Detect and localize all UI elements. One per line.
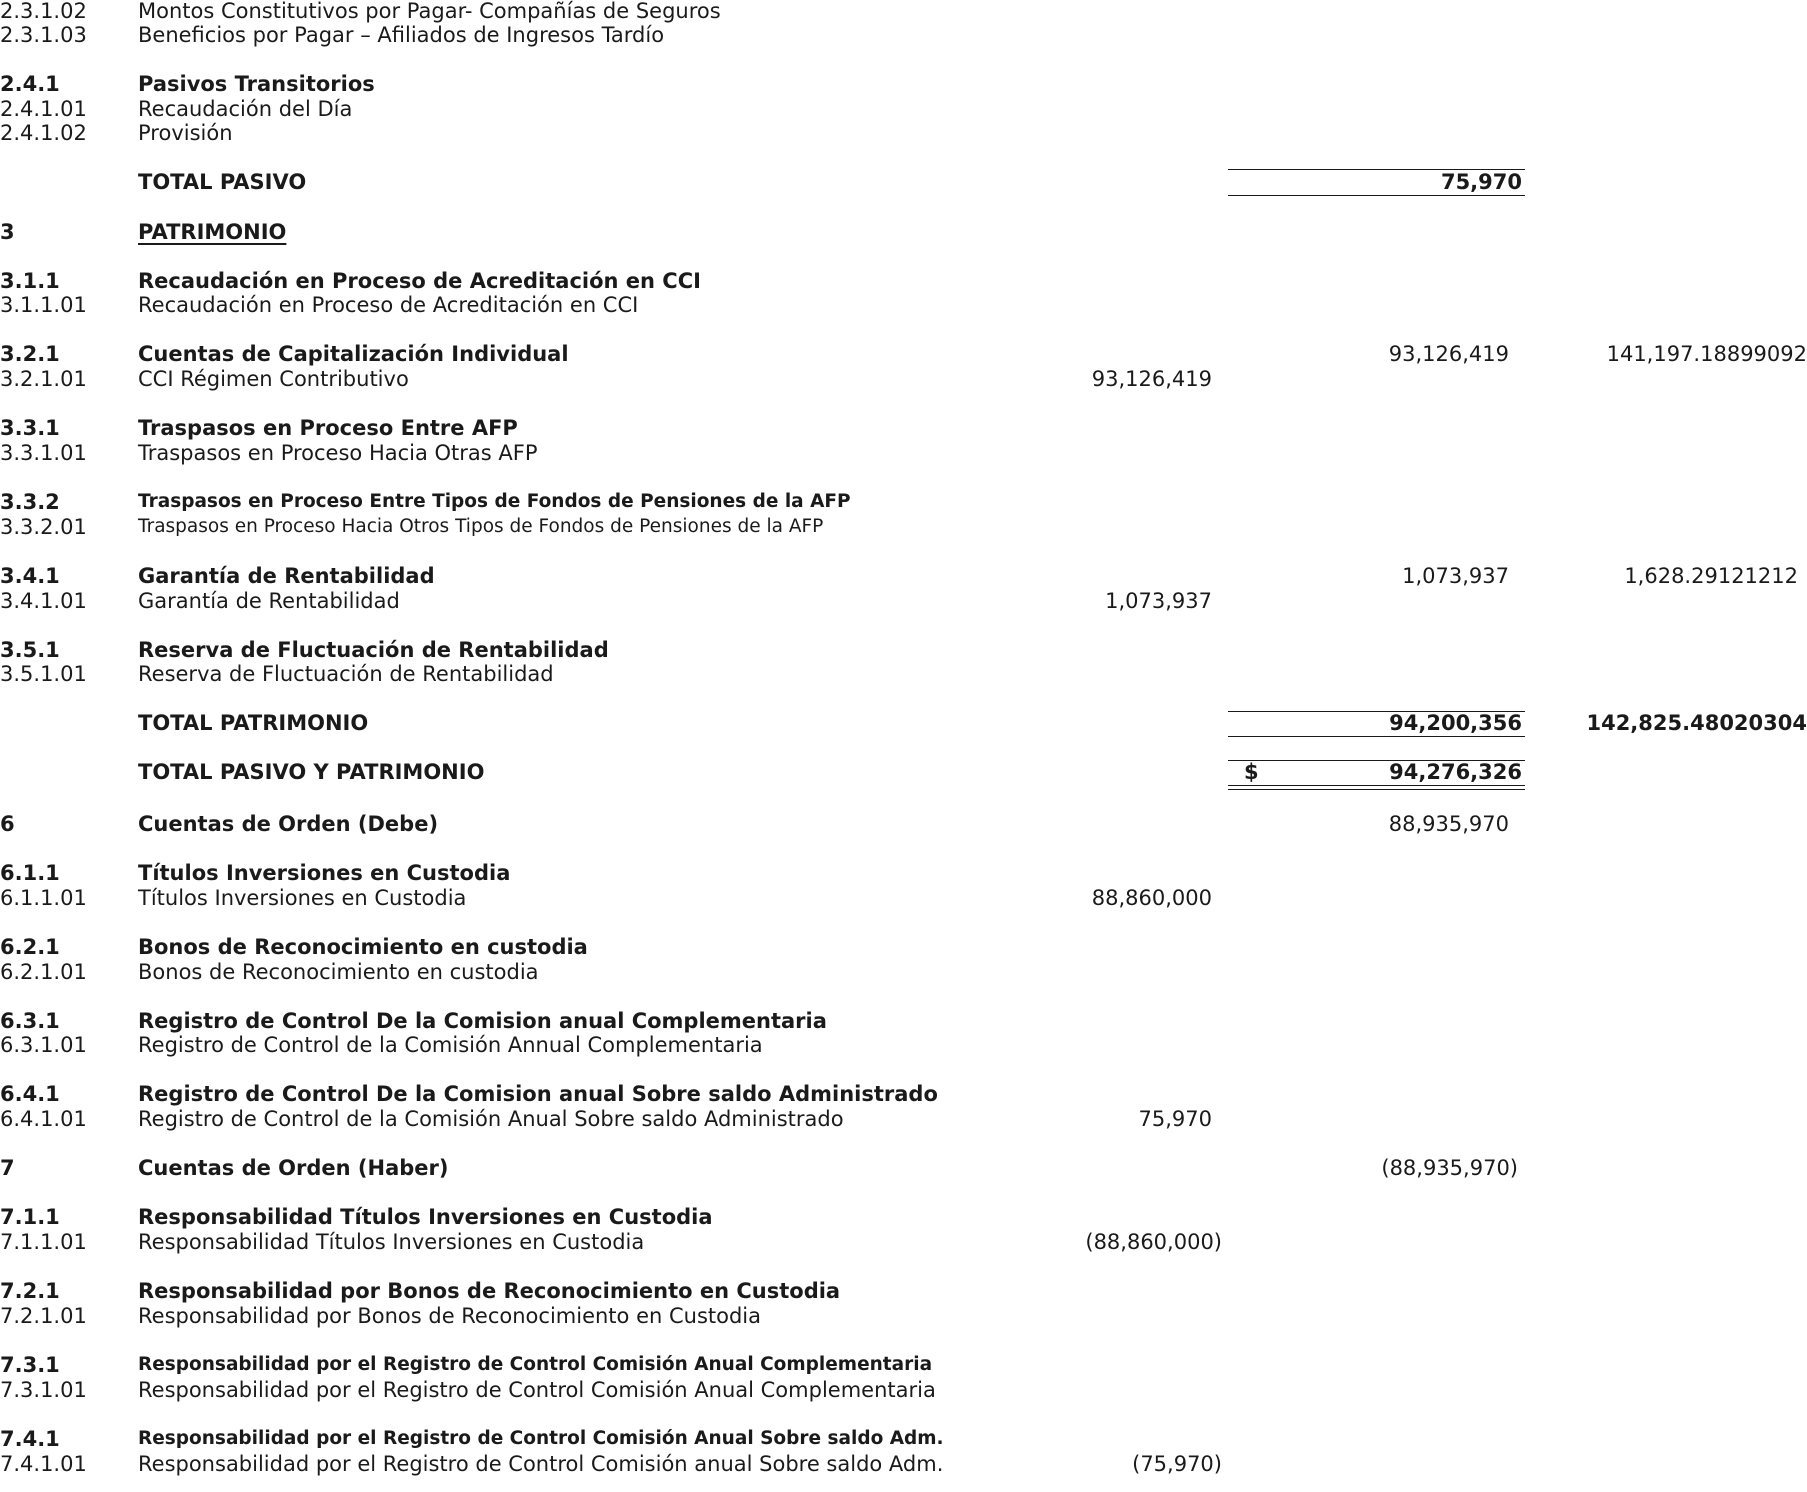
section-header-row [0, 219, 1807, 245]
account-description: Responsabilidad por Bonos de Reconocimiento en Custodia [138, 1304, 761, 1328]
total-bottom-rule [1228, 736, 1525, 737]
section-amount: (88,935,970) [1381, 1156, 1518, 1180]
double-underline-rule-2 [1228, 789, 1525, 790]
account-group-row [0, 1204, 1807, 1230]
account-amount: (88,860,000) [1085, 1230, 1222, 1254]
account-code: 6.2.1.01 [0, 960, 87, 984]
account-code: 3.3.2.01 [0, 515, 87, 539]
account-code: 3.1.1.01 [0, 293, 87, 317]
section-header-row [0, 811, 1807, 837]
account-code: 7.4.1 [0, 1427, 60, 1451]
double-underline-rule-1 [1228, 785, 1525, 786]
account-group-row [0, 1278, 1807, 1304]
account-code: 3.1.1 [0, 269, 60, 293]
account-code: 7.2.1.01 [0, 1304, 87, 1328]
account-code: 3.3.2 [0, 490, 60, 514]
account-description: Bonos de Reconocimiento en custodia [138, 935, 588, 959]
account-code: 7.1.1.01 [0, 1230, 87, 1254]
account-group-row [0, 860, 1807, 886]
account-code: 7.3.1 [0, 1353, 60, 1377]
account-row [0, 885, 1807, 911]
account-description: Registro de Control de la Comisión Annual Complementaria [138, 1033, 763, 1057]
account-description: Registro de Control de la Comisión Anual Sobre saldo Administrado [138, 1107, 844, 1131]
account-code: 7.1.1 [0, 1205, 60, 1229]
account-row [0, 1377, 1807, 1403]
account-row [0, 0, 1807, 24]
account-code: 7.3.1.01 [0, 1378, 87, 1402]
account-row [0, 1106, 1807, 1132]
total-bottom-rule [1228, 195, 1525, 196]
account-description: Traspasos en Proceso Hacia Otros Tipos de Fondos de Pensiones de la AFP [138, 516, 824, 537]
account-description: Responsabilidad por Bonos de Reconocimiento en Custodia [138, 1279, 841, 1303]
account-description: Títulos Inversiones en Custodia [138, 886, 467, 910]
account-code: 7.4.1.01 [0, 1452, 87, 1476]
account-code: 2.3.1.02 [0, 0, 87, 23]
account-code: 3.2.1 [0, 342, 60, 366]
account-amount: 1,073,937 [1105, 589, 1212, 613]
account-group-row [0, 563, 1807, 589]
account-row [0, 1229, 1807, 1255]
section-title: PATRIMONIO [138, 220, 287, 244]
account-description: Recaudación del Día [138, 97, 353, 121]
account-group-row [0, 1008, 1807, 1034]
total-label: TOTAL PASIVO [138, 170, 307, 194]
account-code: 2.4.1 [0, 72, 60, 96]
total-amount: 94,200,356 [1389, 711, 1522, 735]
account-amount: 93,126,419 [1091, 367, 1212, 391]
account-row [0, 292, 1807, 318]
section-code: 6 [0, 812, 15, 836]
account-code: 3.5.1 [0, 638, 60, 662]
account-amount: 75,970 [1138, 1107, 1212, 1131]
account-group-row [0, 1352, 1807, 1378]
section-code: 3 [0, 220, 15, 244]
account-description: Responsabilidad Títulos Inversiones en Custodia [138, 1230, 645, 1254]
account-description: Garantía de Rentabilidad [138, 564, 435, 588]
account-description: Reserva de Fluctuación de Rentabilidad [138, 638, 609, 662]
account-code: 3.5.1.01 [0, 662, 87, 686]
account-description: Registro de Control De la Comision anual Complementaria [138, 1009, 827, 1033]
account-code: 3.4.1 [0, 564, 60, 588]
account-group-row [0, 71, 1807, 97]
section-code: 7 [0, 1156, 15, 1180]
account-code: 6.2.1 [0, 935, 60, 959]
total-row [0, 710, 1807, 736]
account-description: Traspasos en Proceso Entre AFP [138, 416, 518, 440]
total-amount: 75,970 [1440, 170, 1522, 194]
account-description: Recaudación en Proceso de Acreditación en CCI [138, 293, 639, 317]
account-description: Cuentas de Capitalización Individual [138, 342, 569, 366]
account-row [0, 514, 1807, 540]
account-description: Reserva de Fluctuación de Rentabilidad [138, 662, 554, 686]
quota-amount: 141,197.18899092 [1606, 342, 1807, 366]
account-description: Responsabilidad por el Registro de Control Comisión Anual Complementaria [138, 1354, 933, 1375]
account-code: 3.3.1.01 [0, 441, 87, 465]
quota-amount: 1,628.29121212 [1624, 564, 1798, 588]
account-row [0, 440, 1807, 466]
section-title: Cuentas de Orden (Debe) [138, 812, 439, 836]
account-row [0, 959, 1807, 985]
account-description: Títulos Inversiones en Custodia [138, 861, 511, 885]
account-description: Responsabilidad por el Registro de Control Comisión anual Sobre saldo Adm. [138, 1452, 944, 1476]
account-row [0, 1303, 1807, 1329]
account-group-row [0, 637, 1807, 663]
account-description: Montos Constitutivos por Pagar- Compañías de Seguros [138, 0, 721, 23]
account-description: Traspasos en Proceso Entre Tipos de Fondos de Pensiones de la AFP [138, 491, 851, 512]
group-amount: 1,073,937 [1402, 564, 1509, 588]
total-row [0, 169, 1807, 195]
account-code: 6.3.1.01 [0, 1033, 87, 1057]
account-group-row [0, 268, 1807, 294]
account-row [0, 661, 1807, 687]
account-row [0, 120, 1807, 146]
account-row [0, 1032, 1807, 1058]
account-group-row [0, 415, 1807, 441]
total-quota-amount: 142,825.48020304 [1586, 711, 1807, 735]
account-group-row [0, 341, 1807, 367]
account-description: Traspasos en Proceso Hacia Otras AFP [138, 441, 538, 465]
account-code: 7.2.1 [0, 1279, 60, 1303]
account-description: Recaudación en Proceso de Acreditación en CCI [138, 269, 701, 293]
account-group-row [0, 934, 1807, 960]
account-group-row [0, 1081, 1807, 1107]
account-row [0, 588, 1807, 614]
account-description: Beneficios por Pagar – Afiliados de Ingresos Tardío [138, 23, 665, 47]
total-label: TOTAL PATRIMONIO [138, 711, 369, 735]
account-description: Bonos de Reconocimiento en custodia [138, 960, 539, 984]
account-row [0, 1451, 1807, 1477]
account-code: 2.3.1.03 [0, 23, 87, 47]
account-amount: 88,860,000 [1091, 886, 1212, 910]
section-amount: 88,935,970 [1388, 812, 1509, 836]
account-code: 3.2.1.01 [0, 367, 87, 391]
account-code: 2.4.1.01 [0, 97, 87, 121]
group-amount: 93,126,419 [1388, 342, 1509, 366]
account-amount: (75,970) [1132, 1452, 1222, 1476]
account-group-row [0, 489, 1807, 515]
account-code: 6.1.1 [0, 861, 60, 885]
account-code: 3.3.1 [0, 416, 60, 440]
section-title: Cuentas de Orden (Haber) [138, 1156, 449, 1180]
account-description: Garantía de Rentabilidad [138, 589, 400, 613]
account-row [0, 366, 1807, 392]
account-description: Responsabilidad por el Registro de Control Comisión Anual Sobre saldo Adm. [138, 1428, 944, 1449]
account-description: Responsabilidad por el Registro de Control Comisión Anual Complementaria [138, 1378, 936, 1402]
account-row [0, 22, 1807, 48]
account-code: 6.3.1 [0, 1009, 60, 1033]
grand-total-label: TOTAL PASIVO Y PATRIMONIO [138, 760, 485, 784]
account-description: Registro de Control De la Comision anual Sobre saldo Administrado [138, 1082, 938, 1106]
section-header-row [0, 1155, 1807, 1181]
account-description: Pasivos Transitorios [138, 72, 375, 96]
account-code: 2.4.1.02 [0, 121, 87, 145]
account-row [0, 96, 1807, 122]
account-code: 6.1.1.01 [0, 886, 87, 910]
account-code: 6.4.1.01 [0, 1107, 87, 1131]
account-code: 3.4.1.01 [0, 589, 87, 613]
account-description: Provisión [138, 121, 233, 145]
currency-symbol: $ [1244, 760, 1259, 784]
account-description: Responsabilidad Títulos Inversiones en Custodia [138, 1205, 713, 1229]
account-code: 6.4.1 [0, 1082, 60, 1106]
account-description: CCI Régimen Contributivo [138, 367, 409, 391]
grand-total-row [0, 759, 1807, 785]
account-group-row [0, 1426, 1807, 1452]
grand-total-amount: 94,276,326 [1389, 760, 1522, 784]
